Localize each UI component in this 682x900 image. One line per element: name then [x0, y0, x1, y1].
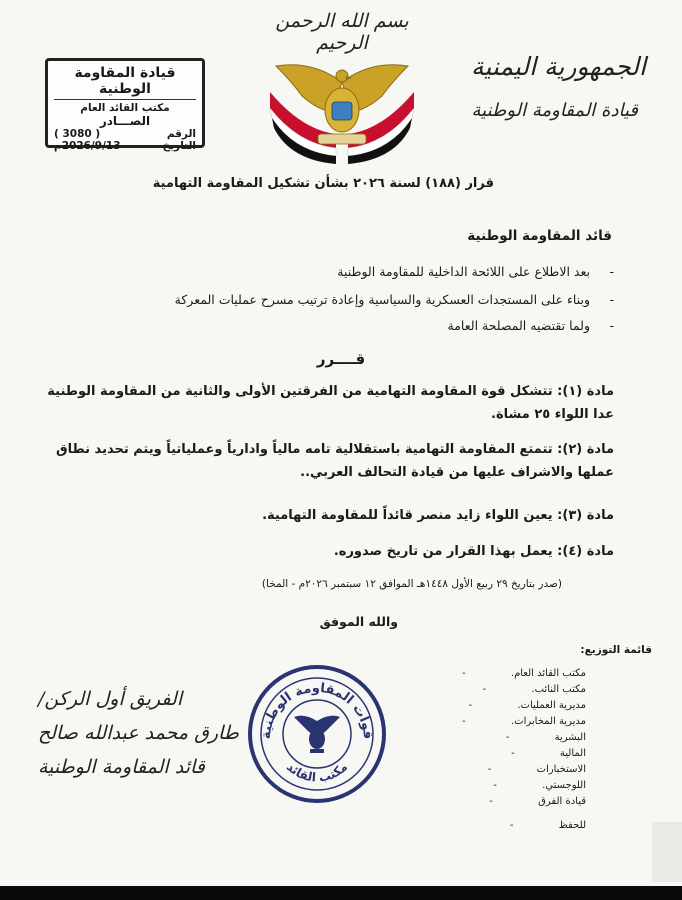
article-1: مادة (١): تتشكل قوة المقاومة التهامية من الفرقتين الأولى والثانية من المقاومة الوطنية عدا اللواء ٢٥ مشاة.: [47, 384, 614, 423]
list-item: للحفظ -: [457, 818, 586, 834]
bullet-dash-icon: -: [609, 292, 614, 307]
decides-heading: قــــرر: [316, 350, 366, 368]
distribution-list: [457, 666, 586, 834]
stamp-office: مكتب القائد العام: [80, 102, 170, 114]
bullet-dash-icon: -: [509, 820, 514, 831]
stamp-date-value: 2026/9/13م: [54, 140, 121, 152]
seal-ring-icon: [252, 669, 382, 799]
list-item: مكتب النائب. -: [457, 682, 586, 698]
list-item: قيادة الفرق -: [457, 794, 586, 810]
list-item: مديرية العمليات. -: [457, 698, 586, 714]
bullet-dash-icon: -: [511, 748, 515, 759]
stamp-number-row: [54, 128, 196, 140]
yemen-eagle-emblem-icon: [262, 52, 422, 170]
decision-title: قرار (١٨٨) لسنة ٢٠٢٦ بشأن تشكيل المقاومة التهامية: [152, 176, 494, 191]
stamp-date-row: [54, 140, 196, 152]
list-item: المالية -: [457, 746, 586, 762]
bullet-dash-icon: -: [487, 764, 492, 775]
bullet-dash-icon: -: [482, 684, 487, 695]
distribution-heading: قائمة التوزيع:: [580, 644, 652, 656]
svg-text:مكتب القائد: [284, 760, 350, 785]
stamp-title: قيادة المقاومة الوطنية: [54, 65, 196, 100]
list-item: مكتب القائد العام. -: [457, 666, 586, 682]
bullet-dash-icon: -: [462, 716, 466, 727]
article-2: مادة (٢): تتمتع المقاومة التهامية باستقلالية تامه مالياً وادارياً وعملياتياً ويتم تحديد نطاق عملها والاشراف عليها من قيادة التحالف العربي..: [55, 442, 614, 481]
page-corner-fold: [652, 822, 682, 882]
closing-phrase: والله الموفق: [319, 614, 398, 629]
stamp-number-value: ( 3080 ): [54, 128, 101, 140]
bullet-dash-icon: -: [609, 318, 614, 333]
basmala: بسم الله الرحمن الرحيم: [275, 10, 409, 54]
article-3: مادة (٣): يعين اللواء زايد منصر قائداً للمقاومة التهامية.: [262, 508, 614, 523]
seal-top-text: قوات المقاومة الوطنية: [258, 680, 376, 740]
bullet-dash-icon: -: [489, 796, 493, 807]
bullet-dash-icon: -: [493, 780, 497, 791]
preamble-item: -بعد الاطلاع على اللائحة الداخلية للمقاومة الوطنية: [337, 264, 614, 279]
stamp-issued-label: الصـــادر: [99, 114, 151, 128]
seal-bottom-text: مكتب القائد: [283, 759, 351, 785]
stamp-date-label: التاريخ: [162, 140, 196, 152]
republic-of-yemen-header: الجمهورية اليمنية: [470, 52, 646, 81]
preamble-item: -وبناء على المستجدات العسكرية والسياسية وإعادة ترتيب مسرح عمليات المعركة: [174, 292, 614, 307]
outgoing-stamp-box: [45, 58, 205, 152]
national-resistance-header: قيادة المقاومة الوطنية: [471, 100, 638, 121]
bullet-dash-icon: -: [609, 264, 614, 279]
signature-name: طارق محمد عبدالله صالح: [38, 722, 239, 744]
article-4: مادة (٤): يعمل بهذا القرار من تاريخ صدوره.: [333, 544, 614, 559]
signature-rank: الفريق أول الركن/: [38, 688, 183, 710]
list-item: اللوجستي. -: [457, 778, 586, 794]
list-item: مديرية المخابرات. -: [457, 714, 586, 730]
stamp-number-label: الرقم: [166, 128, 196, 140]
bottom-black-band: [0, 886, 682, 900]
list-item: الاستخبارات -: [457, 762, 586, 778]
signature-title: قائد المقاومة الوطنية: [38, 756, 205, 778]
commander-heading: قائد المقاومة الوطنية: [467, 228, 612, 244]
list-item: البشرية -: [457, 730, 586, 746]
bullet-dash-icon: -: [468, 700, 473, 711]
bullet-dash-icon: -: [505, 732, 510, 743]
official-seal: [248, 665, 386, 803]
preamble-item: -ولما تقتضيه المصلحة العامة: [447, 318, 614, 333]
bullet-dash-icon: -: [462, 668, 466, 679]
issued-date-note: (صدر بتاريخ ٢٩ ربيع الأول ١٤٤٨هـ الموافق ١٢ سبتمبر ٢٠٢٦م - المخا): [261, 578, 562, 590]
